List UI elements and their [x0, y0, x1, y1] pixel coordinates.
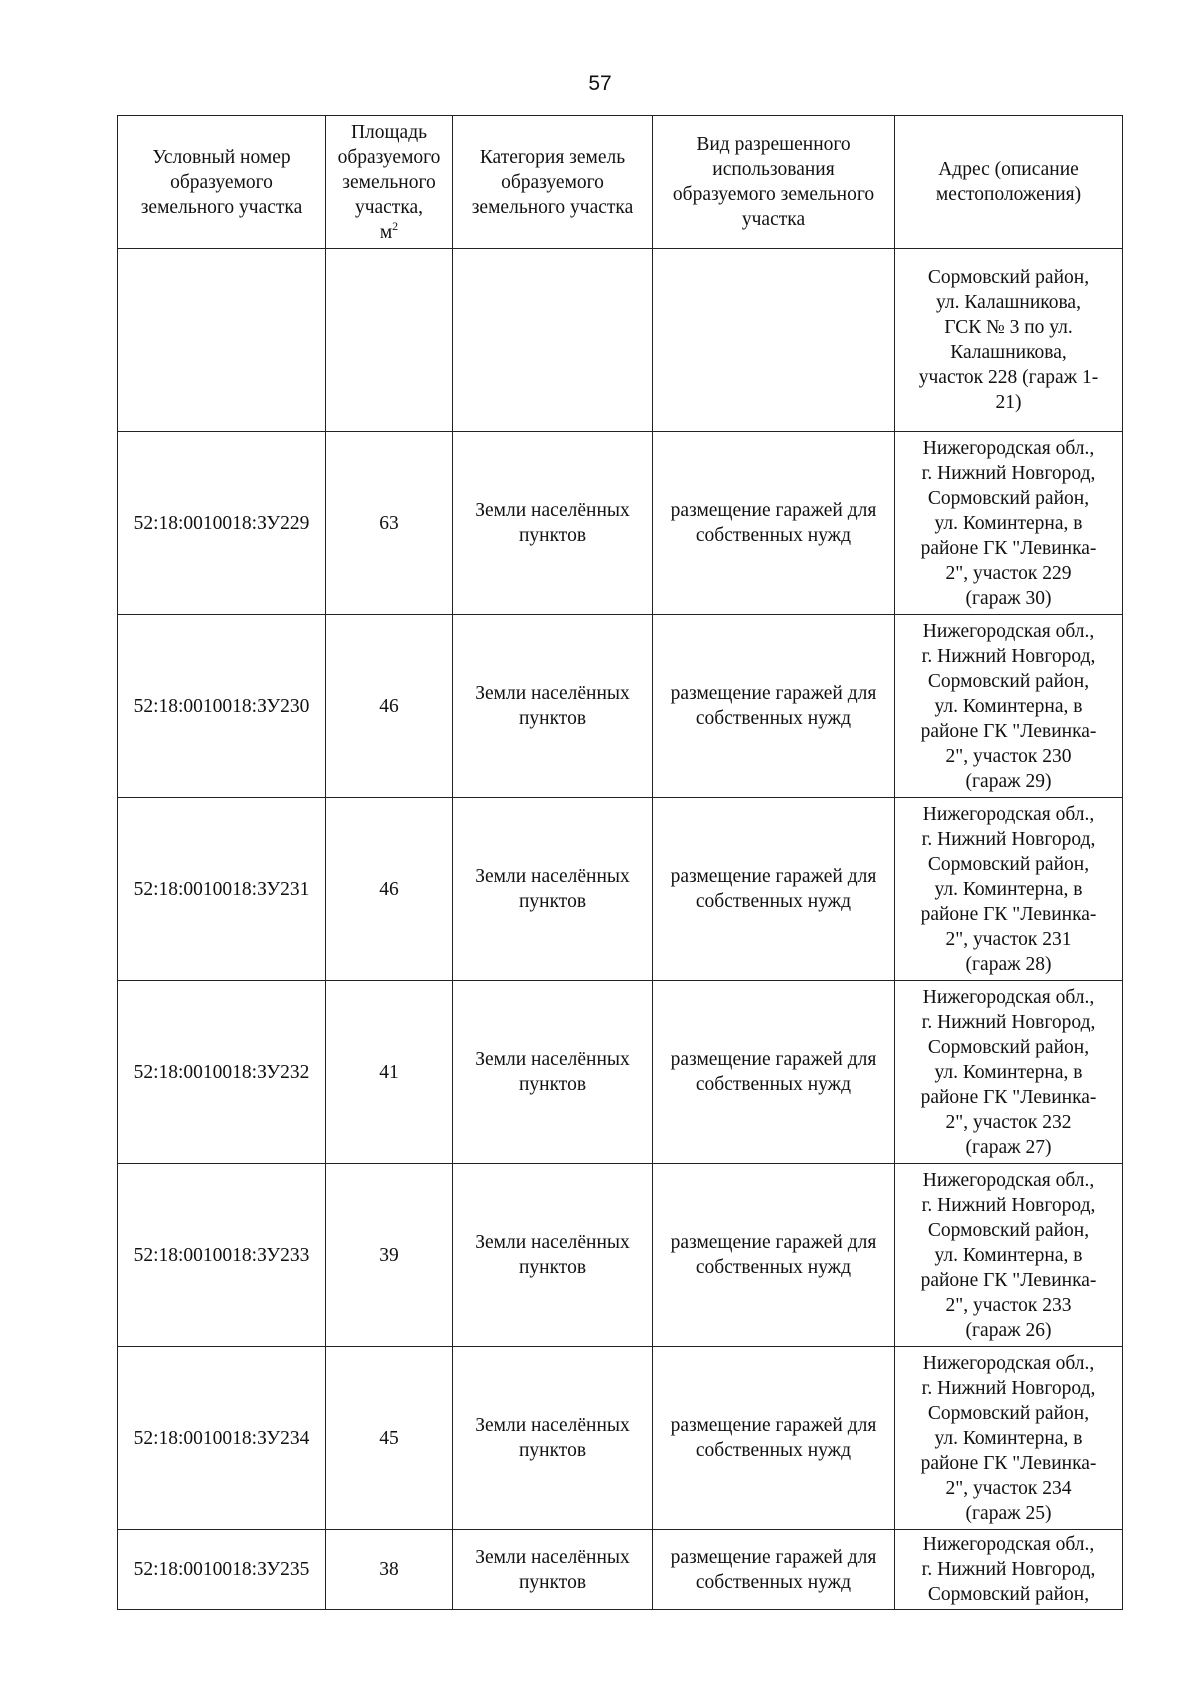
plot-number-cell: 52:18:0010018:ЗУ235 — [118, 1530, 326, 1610]
land-category-cell: Земли населённых пунктов — [453, 615, 653, 798]
area-cell: 41 — [326, 981, 453, 1164]
address-cell: Нижегородская обл., г. Нижний Новгород, Сормовский район, ул. Коминтерна, в районе ГК "Левинка- 2", участок 234 (гараж 25) — [895, 1347, 1123, 1530]
table-row — [118, 432, 1123, 615]
continuation-row — [118, 249, 1123, 432]
table-row — [118, 981, 1123, 1164]
permitted-use-cell: размещение гаражей для собственных нужд — [653, 981, 895, 1164]
table-row — [118, 615, 1123, 798]
empty-cell — [326, 249, 453, 432]
permitted-use-cell: размещение гаражей для собственных нужд — [653, 1530, 895, 1610]
plot-number-cell: 52:18:0010018:ЗУ232 — [118, 981, 326, 1164]
page-number: 57 — [588, 72, 612, 95]
header-plot-number: Условный номер образуемого земельного участка — [118, 116, 326, 249]
address-cell: Нижегородская обл., г. Нижний Новгород, Сормовский район, ул. Коминтерна, в районе ГК "Левинка- 2", участок 233 (гараж 26) — [895, 1164, 1123, 1347]
header-permitted-use: Вид разрешенного использования образуемого земельного участка — [653, 116, 895, 249]
plot-number-cell: 52:18:0010018:ЗУ231 — [118, 798, 326, 981]
permitted-use-cell: размещение гаражей для собственных нужд — [653, 1164, 895, 1347]
land-category-cell: Земли населённых пунктов — [453, 432, 653, 615]
empty-cell — [118, 249, 326, 432]
permitted-use-cell: размещение гаражей для собственных нужд — [653, 1347, 895, 1530]
address-cell: Нижегородская обл., г. Нижний Новгород, Сормовский район, ул. Коминтерна, в районе ГК "Левинка- 2", участок 229 (гараж 30) — [895, 432, 1123, 615]
plot-number-cell: 52:18:0010018:ЗУ233 — [118, 1164, 326, 1347]
header-address: Адрес (описание местоположения) — [895, 116, 1123, 249]
area-cell: 45 — [326, 1347, 453, 1530]
area-cell: 63 — [326, 432, 453, 615]
land-category-cell: Земли населённых пунктов — [453, 1530, 653, 1610]
table-row — [118, 1530, 1123, 1610]
table-row — [118, 1164, 1123, 1347]
land-category-cell: Земли населённых пунктов — [453, 1164, 653, 1347]
land-category-cell: Земли населённых пунктов — [453, 1347, 653, 1530]
permitted-use-cell: размещение гаражей для собственных нужд — [653, 798, 895, 981]
header-land-category: Категория земель образуемого земельного участка — [453, 116, 653, 249]
area-cell: 46 — [326, 615, 453, 798]
address-cell: Сормовский район, ул. Калашникова, ГСК № 3 по ул. Калашникова, участок 228 (гараж 1- 21) — [895, 249, 1123, 432]
address-cell: Нижегородская обл., г. Нижний Новгород, Сормовский район, ул. Коминтерна, в районе ГК "Левинка- 2", участок 230 (гараж 29) — [895, 615, 1123, 798]
permitted-use-cell: размещение гаражей для собственных нужд — [653, 615, 895, 798]
empty-cell — [653, 249, 895, 432]
area-cell: 46 — [326, 798, 453, 981]
area-cell: 38 — [326, 1530, 453, 1610]
address-cell: Нижегородская обл., г. Нижний Новгород, Сормовский район, ул. Коминтерна, в районе ГК "Левинка- 2", участок 231 (гараж 28) — [895, 798, 1123, 981]
area-unit: $м^2$ — [379, 218, 399, 243]
empty-cell — [453, 249, 653, 432]
plot-number-cell: 52:18:0010018:ЗУ229 — [118, 432, 326, 615]
plot-number-cell: 52:18:0010018:ЗУ234 — [118, 1347, 326, 1530]
table-row — [118, 1347, 1123, 1530]
area-cell: 39 — [326, 1164, 453, 1347]
land-plots-table — [117, 115, 1123, 1610]
address-cell: Нижегородская обл., г. Нижний Новгород, Сормовский район, ул. Коминтерна, в районе ГК "Левинка- 2", участок 232 (гараж 27) — [895, 981, 1123, 1164]
permitted-use-cell: размещение гаражей для собственных нужд — [653, 432, 895, 615]
land-category-cell: Земли населённых пунктов — [453, 981, 653, 1164]
address-cell: Нижегородская обл., г. Нижний Новгород, Сормовский район, — [895, 1530, 1123, 1610]
table-header-row — [118, 116, 1123, 249]
plot-number-cell: 52:18:0010018:ЗУ230 — [118, 615, 326, 798]
header-area: Площадь образуемого земельного участка, $м^2$ — [326, 116, 453, 249]
table-row — [118, 798, 1123, 981]
land-category-cell: Земли населённых пунктов — [453, 798, 653, 981]
